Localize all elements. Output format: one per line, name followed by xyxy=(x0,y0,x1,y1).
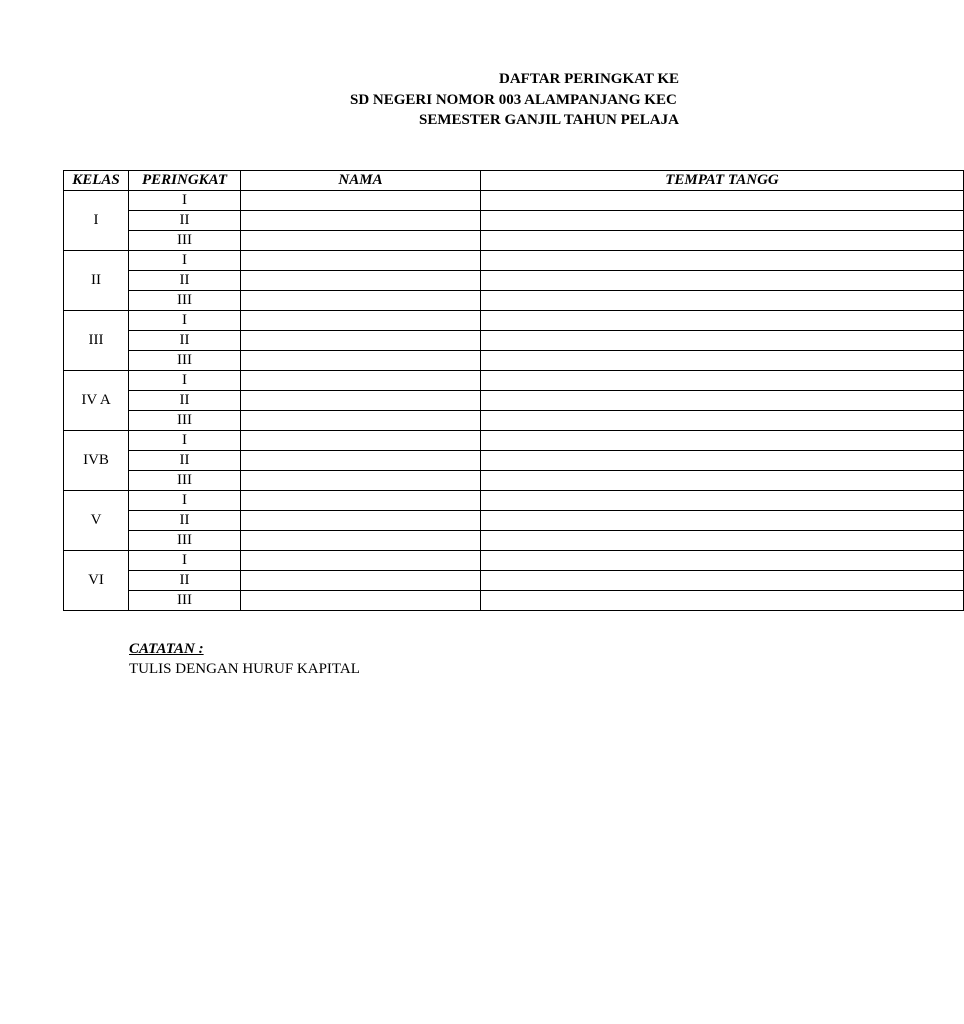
table-row xyxy=(64,391,964,411)
tempat-tanggal-cell xyxy=(481,471,964,491)
kelas-cell: III xyxy=(64,311,129,371)
nama-cell xyxy=(241,451,481,471)
table-row xyxy=(64,431,964,451)
note-title: CATATAN : xyxy=(129,641,204,657)
nama-cell xyxy=(241,551,481,571)
tempat-tanggal-cell xyxy=(481,531,964,551)
peringkat-cell: I xyxy=(129,191,241,211)
nama-cell xyxy=(241,371,481,391)
table-row xyxy=(64,531,964,551)
tempat-tanggal-cell xyxy=(481,331,964,351)
kelas-cell: VI xyxy=(64,551,129,611)
tempat-tanggal-cell xyxy=(481,551,964,571)
table-row xyxy=(64,471,964,491)
table-row xyxy=(64,411,964,431)
peringkat-cell: I xyxy=(129,371,241,391)
tempat-tanggal-cell xyxy=(481,351,964,371)
peringkat-cell: III xyxy=(129,231,241,251)
document-title-line-2: SD NEGERI NOMOR 003 ALAMPANJANG KEC xyxy=(350,92,677,108)
table-row xyxy=(64,571,964,591)
tempat-tanggal-cell xyxy=(481,251,964,271)
table-header-row xyxy=(64,171,964,191)
peringkat-cell: III xyxy=(129,291,241,311)
table-row xyxy=(64,551,964,571)
table-row xyxy=(64,591,964,611)
tempat-tanggal-cell xyxy=(481,211,964,231)
tempat-tanggal-cell xyxy=(481,431,964,451)
table-row xyxy=(64,351,964,371)
document-title-line-1: DAFTAR PERINGKAT KE xyxy=(499,71,680,87)
table-row xyxy=(64,331,964,351)
peringkat-cell: I xyxy=(129,311,241,331)
kelas-cell: IVB xyxy=(64,431,129,491)
peringkat-cell: I xyxy=(129,431,241,451)
ranking-table xyxy=(63,170,964,611)
nama-cell xyxy=(241,231,481,251)
nama-cell xyxy=(241,191,481,211)
tempat-tanggal-cell xyxy=(481,591,964,611)
nama-cell xyxy=(241,511,481,531)
tempat-tanggal-cell xyxy=(481,231,964,251)
table-row xyxy=(64,511,964,531)
tempat-tanggal-cell xyxy=(481,491,964,511)
peringkat-cell: II xyxy=(129,451,241,471)
nama-cell xyxy=(241,351,481,371)
kelas-cell: I xyxy=(64,191,129,251)
tempat-tanggal-cell xyxy=(481,291,964,311)
tempat-tanggal-cell xyxy=(481,411,964,431)
peringkat-cell: I xyxy=(129,491,241,511)
tempat-tanggal-cell xyxy=(481,391,964,411)
tempat-tanggal-cell xyxy=(481,511,964,531)
table-row xyxy=(64,251,964,271)
peringkat-cell: II xyxy=(129,511,241,531)
kelas-cell: II xyxy=(64,251,129,311)
tempat-tanggal-cell xyxy=(481,271,964,291)
table-row xyxy=(64,191,964,211)
peringkat-cell: III xyxy=(129,591,241,611)
peringkat-cell: III xyxy=(129,351,241,371)
column-header-tempat-tanggal: TEMPAT TANGG xyxy=(481,171,964,191)
tempat-tanggal-cell xyxy=(481,311,964,331)
peringkat-cell: II xyxy=(129,211,241,231)
nama-cell xyxy=(241,591,481,611)
peringkat-cell: III xyxy=(129,531,241,551)
nama-cell xyxy=(241,411,481,431)
table-body xyxy=(64,191,964,611)
column-header-nama: NAMA xyxy=(241,171,481,191)
table-row xyxy=(64,451,964,471)
nama-cell xyxy=(241,211,481,231)
tempat-tanggal-cell xyxy=(481,571,964,591)
tempat-tanggal-cell xyxy=(481,191,964,211)
nama-cell xyxy=(241,431,481,451)
table-row xyxy=(64,491,964,511)
table-row xyxy=(64,231,964,251)
nama-cell xyxy=(241,251,481,271)
nama-cell xyxy=(241,391,481,411)
peringkat-cell: III xyxy=(129,471,241,491)
peringkat-cell: II xyxy=(129,271,241,291)
note-text: TULIS DENGAN HURUF KAPITAL xyxy=(129,661,360,677)
table-row xyxy=(64,371,964,391)
table-row xyxy=(64,271,964,291)
tempat-tanggal-cell xyxy=(481,451,964,471)
table-row xyxy=(64,311,964,331)
document-title-line-3: SEMESTER GANJIL TAHUN PELAJA xyxy=(419,112,679,128)
peringkat-cell: I xyxy=(129,551,241,571)
nama-cell xyxy=(241,531,481,551)
nama-cell xyxy=(241,471,481,491)
table-row xyxy=(64,291,964,311)
nama-cell xyxy=(241,291,481,311)
kelas-cell: IV A xyxy=(64,371,129,431)
nama-cell xyxy=(241,331,481,351)
kelas-cell: V xyxy=(64,491,129,551)
peringkat-cell: II xyxy=(129,571,241,591)
column-header-peringkat: PERINGKAT xyxy=(129,171,241,191)
nama-cell xyxy=(241,311,481,331)
peringkat-cell: II xyxy=(129,331,241,351)
nama-cell xyxy=(241,571,481,591)
table-row xyxy=(64,211,964,231)
column-header-kelas: KELAS xyxy=(64,171,129,191)
peringkat-cell: III xyxy=(129,411,241,431)
tempat-tanggal-cell xyxy=(481,371,964,391)
nama-cell xyxy=(241,491,481,511)
peringkat-cell: II xyxy=(129,391,241,411)
nama-cell xyxy=(241,271,481,291)
peringkat-cell: I xyxy=(129,251,241,271)
